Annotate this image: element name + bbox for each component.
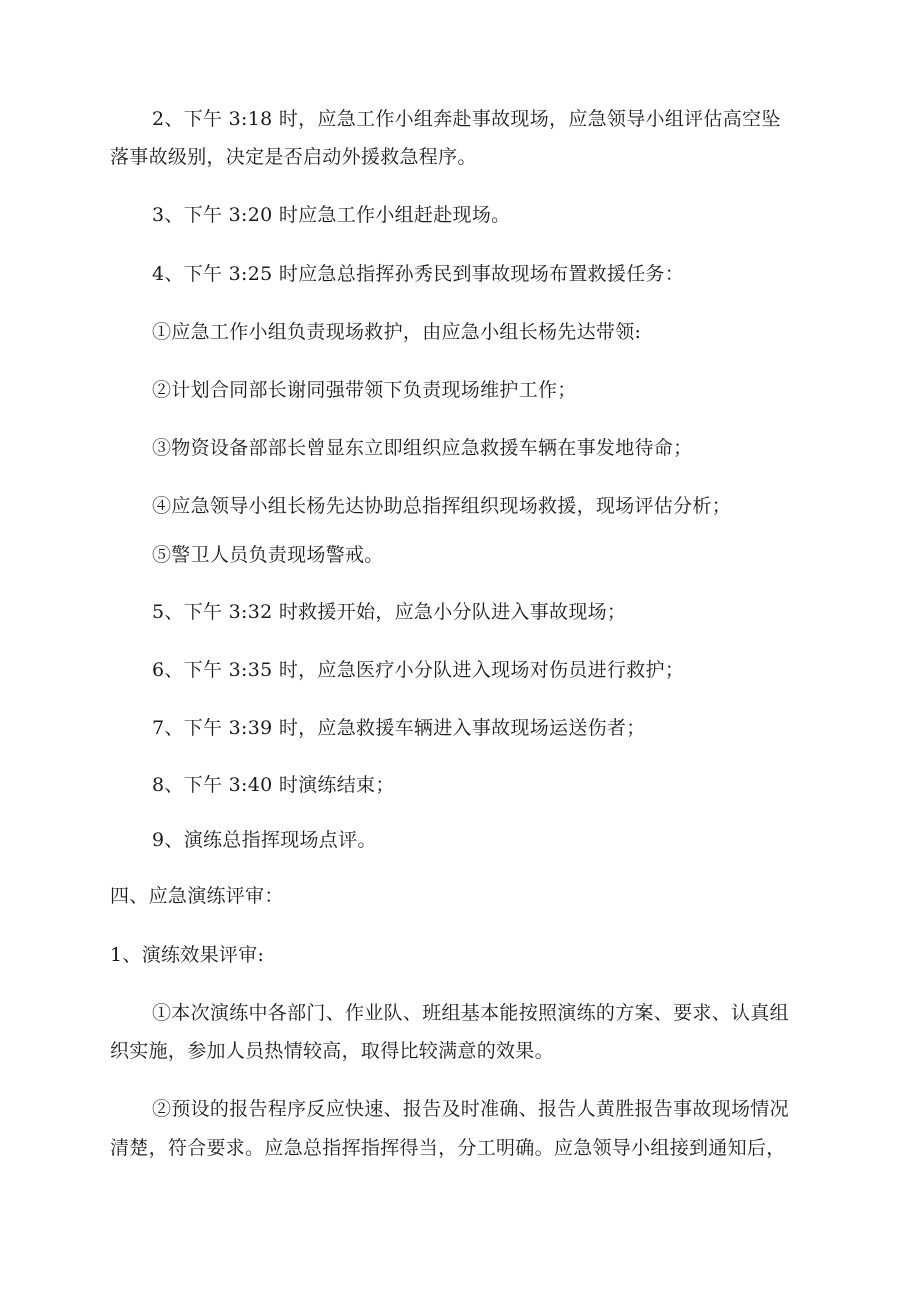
paragraph-line: 2、下午 3:18 时，应急工作小组奔赴事故现场，应急领导小组评估高空坠 [152, 108, 781, 130]
list-item: ①应急工作小组负责现场救护，由应急小组长杨先达带领: [152, 321, 642, 343]
list-item: ④应急领导小组长杨先达协助总指挥组织现场救援，现场评估分析； [152, 495, 732, 517]
paragraph-line: ①本次演练中各部门、作业队、班组基本能按照演练的方案、要求、认真组 [152, 1002, 789, 1024]
paragraph-line: ②预设的报告程序反应快速、报告及时准确、报告人黄胜报告事故现场情况 [152, 1098, 789, 1120]
paragraph-line: 3、下午 3:20 时应急工作小组赶赴现场。 [152, 204, 511, 226]
paragraph-line: 织实施，参加人员热情较高，取得比较满意的效果。 [110, 1040, 554, 1062]
list-item: ②计划合同部长谢同强带领下负责现场维护工作； [152, 379, 577, 401]
paragraph-line: 清楚，符合要求。应急总指挥指挥得当，分工明确。应急领导小组接到通知后， [110, 1137, 786, 1159]
list-item: ③物资设备部部长曾显东立即组织应急救援车辆在事发地待命； [152, 437, 693, 459]
list-item: ⑤警卫人员负责现场警戒。 [152, 544, 384, 566]
paragraph-line: 5、下午 3:32 时救援开始，应急小分队进入事故现场； [152, 601, 627, 623]
paragraph-line: 8、下午 3:40 时演练结束； [152, 774, 395, 796]
paragraph-line: 落事故级别，决定是否启动外援救急程序。 [110, 146, 477, 168]
paragraph-line: 4、下午 3:25 时应急总指挥孙秀民到事故现场布置救援任务： [152, 263, 685, 285]
paragraph-line: 7、下午 3:39 时，应急救援车辆进入事故现场运送伤者； [152, 717, 646, 739]
section-heading: 四、应急演练评审： [110, 885, 284, 907]
paragraph-line: 6、下午 3:35 时，应急医疗小分队进入现场对伤员进行救护； [152, 659, 685, 681]
subsection-heading: 1、演练效果评审: [110, 944, 265, 966]
paragraph-line: 9、演练总指挥现场点评。 [152, 829, 377, 851]
